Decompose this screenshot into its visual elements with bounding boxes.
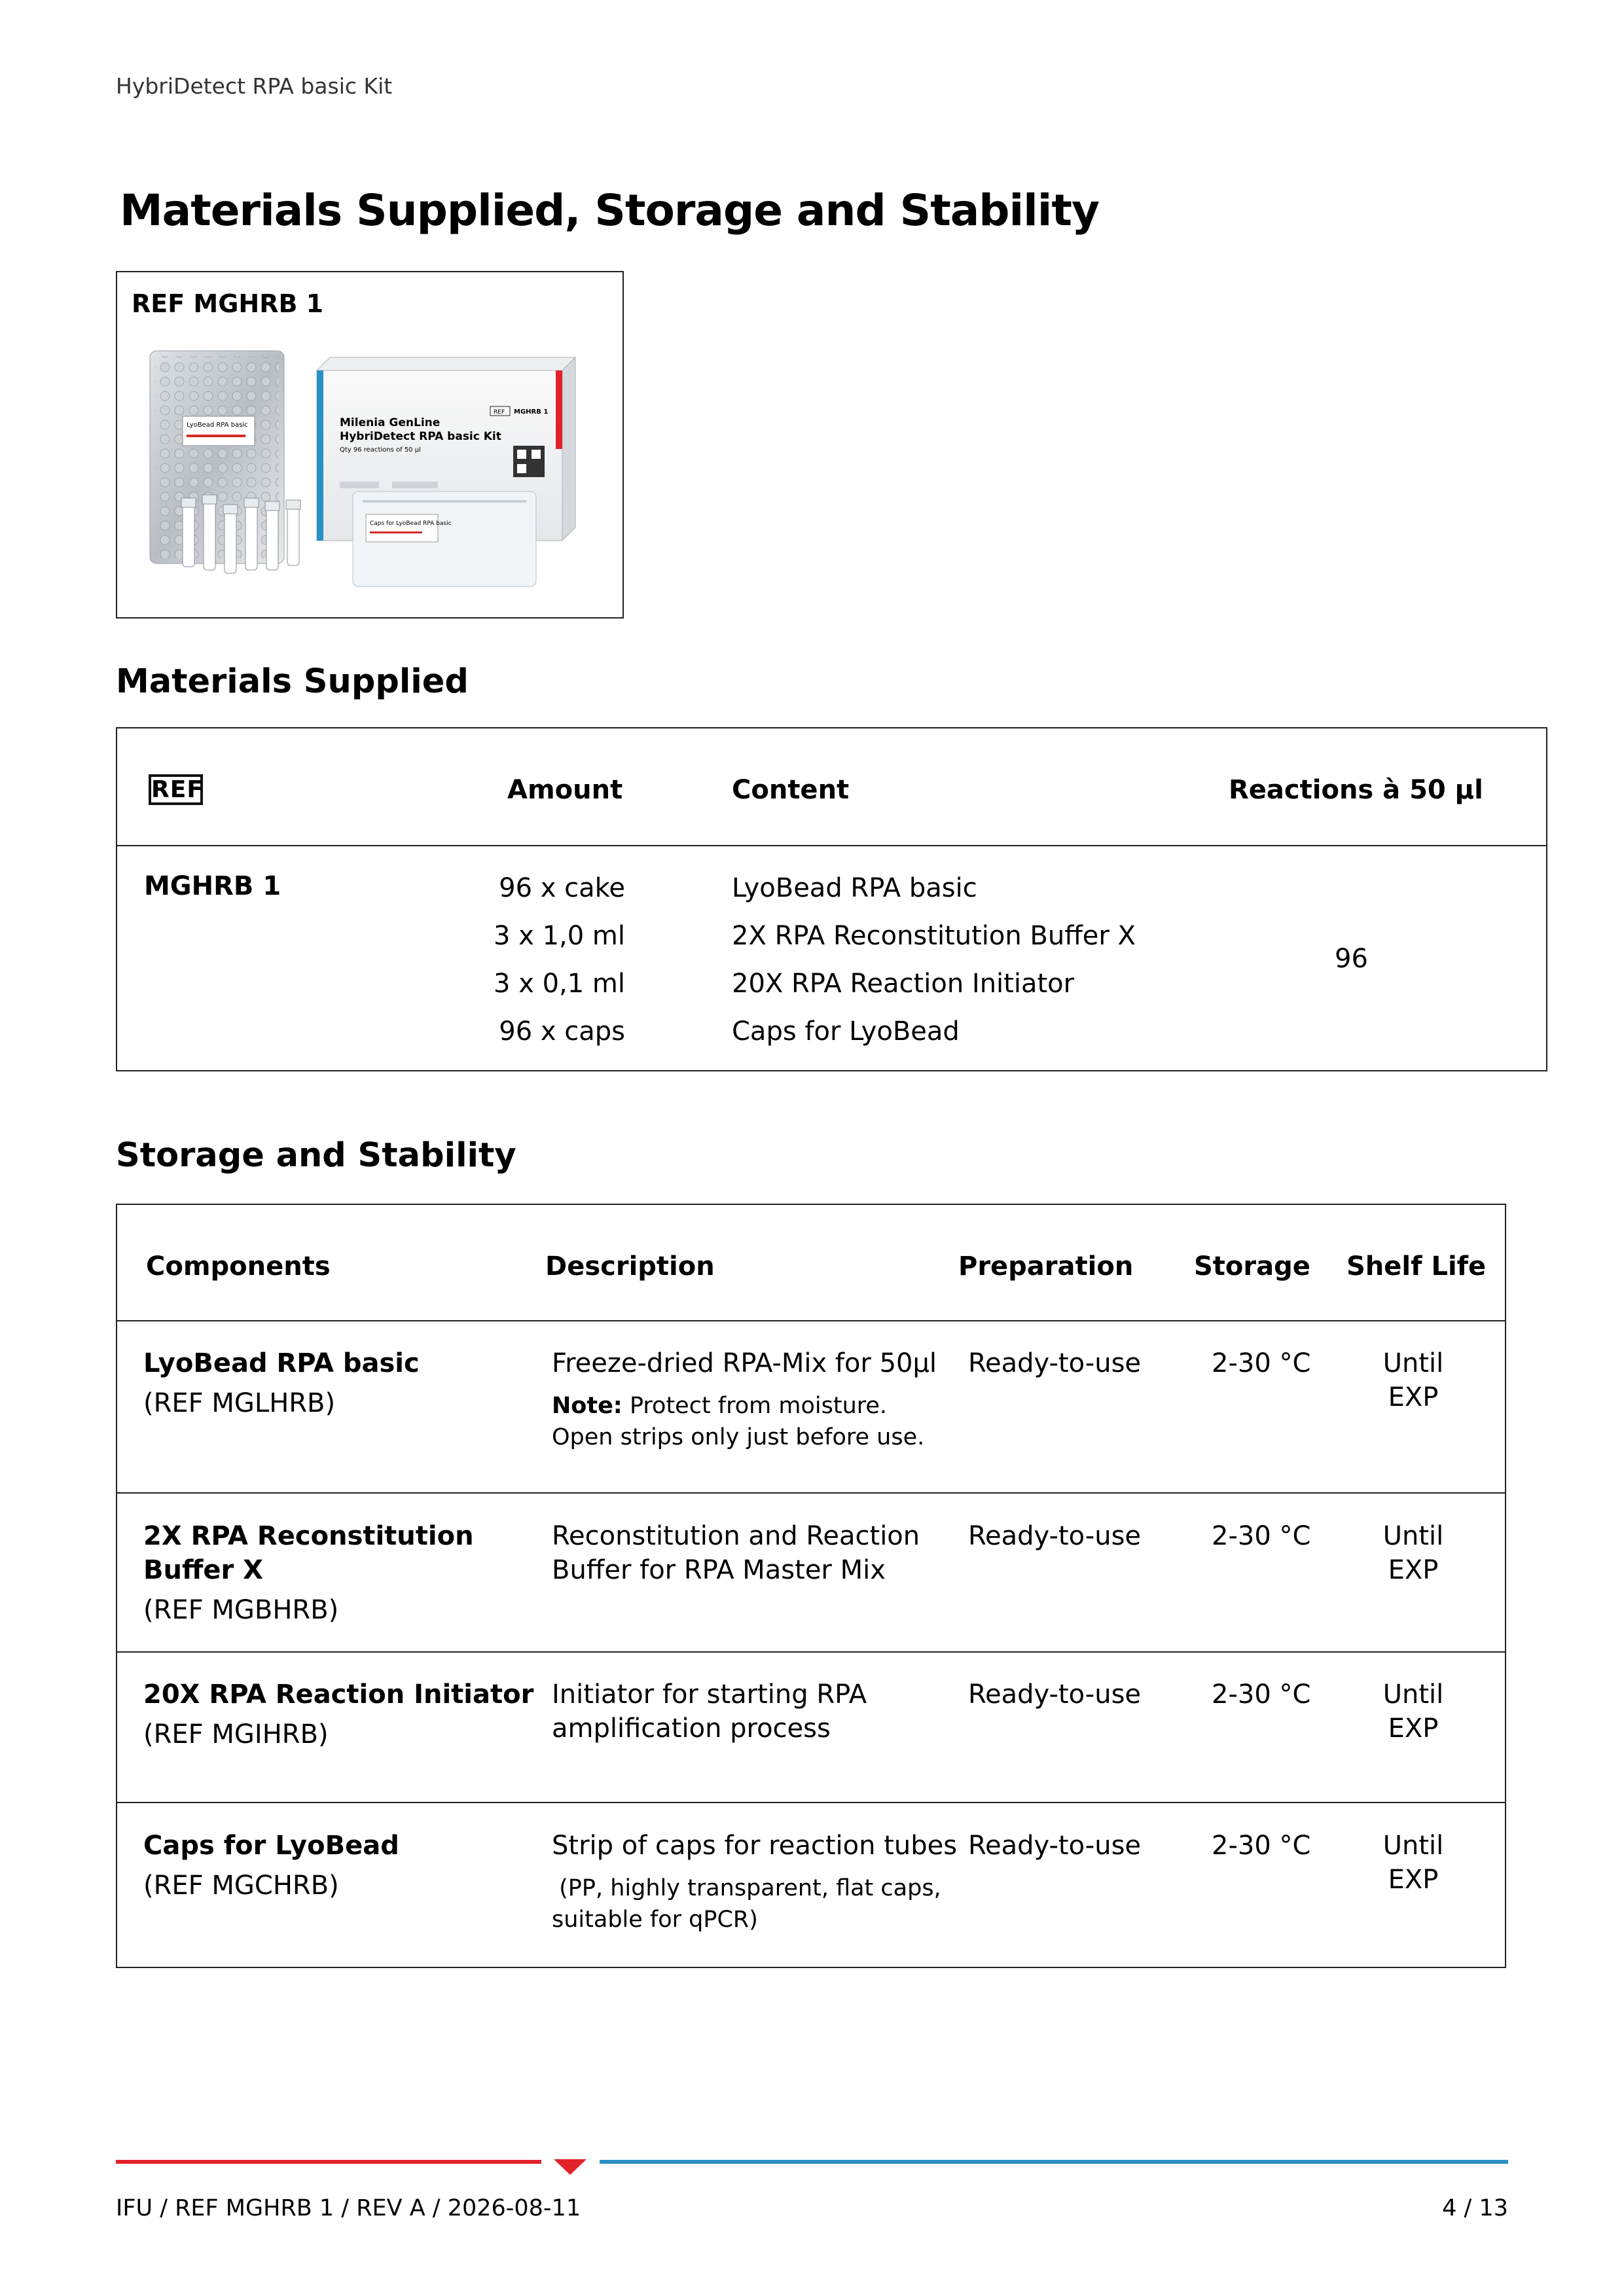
shelf-life-line1: Until: [1382, 1679, 1444, 1710]
preparation-value: Ready-to-use: [968, 1831, 1142, 1861]
col-header-reactions: Reactions à 50 µl: [1229, 775, 1483, 805]
col-header-amount: Amount: [507, 775, 623, 805]
col-header-storage: Storage: [1194, 1251, 1310, 1282]
svg-text:REF: REF: [494, 409, 505, 416]
kit-product-photo: [143, 331, 602, 606]
description-line3: suitable for qPCR): [552, 1907, 758, 1933]
kit-box-brand: Milenia GenLine: [340, 416, 441, 429]
storage-table: [116, 1204, 1506, 1968]
preparation-value: Ready-to-use: [968, 1679, 1142, 1710]
row-divider: [117, 1492, 1505, 1494]
foil-strip-pack: [150, 351, 284, 564]
content-row-1: LyoBead RPA basic: [732, 873, 977, 903]
content-row-2: 2X RPA Reconstitution Buffer X: [732, 921, 1136, 951]
note-label: Note:: [552, 1393, 623, 1419]
component-name-line2: Buffer X: [143, 1555, 263, 1585]
product-image-box: [116, 271, 624, 619]
component-name: Caps for LyoBead: [143, 1831, 399, 1861]
caps-bag-label: Caps for LyoBead RPA basic: [370, 520, 452, 527]
row-divider: [117, 1651, 1505, 1653]
component-name: 20X RPA Reaction Initiator: [143, 1679, 534, 1710]
storage-heading: Storage and Stability: [116, 1136, 516, 1175]
col-header-content: Content: [732, 775, 850, 805]
preparation-value: Ready-to-use: [968, 1521, 1142, 1551]
shelf-life-line1: Until: [1382, 1348, 1444, 1378]
component-name: LyoBead RPA basic: [143, 1348, 420, 1378]
amount-row-1: 96 x cake: [499, 873, 625, 903]
note-text: Protect from moisture.: [622, 1393, 888, 1419]
footer-document-id: IFU / REF MGHRB 1 / REV A / 2026-08-11: [116, 2195, 581, 2221]
col-header-shelf-life: Shelf Life: [1346, 1251, 1487, 1282]
amount-row-4: 96 x caps: [499, 1016, 625, 1047]
amount-row-2: 3 x 1,0 ml: [494, 921, 625, 951]
shelf-life-line1: Until: [1382, 1831, 1444, 1861]
shelf-life-line2: EXP: [1388, 1555, 1439, 1585]
storage-value: 2-30 °C: [1212, 1348, 1311, 1378]
description-line2: Buffer for RPA Master Mix: [552, 1555, 886, 1585]
materials-heading: Materials Supplied: [116, 662, 469, 701]
shelf-life-line1: Until: [1382, 1521, 1444, 1551]
preparation-value: Ready-to-use: [968, 1348, 1142, 1378]
content-row-3: 20X RPA Reaction Initiator: [732, 969, 1075, 999]
col-header-components: Components: [146, 1251, 331, 1282]
storage-value: 2-30 °C: [1212, 1679, 1311, 1710]
component-ref: (REF MGBHRB): [143, 1595, 339, 1625]
materials-table: [116, 727, 1547, 1071]
description-text: Freeze-dried RPA-Mix for 50µl: [552, 1348, 937, 1378]
ref-symbol: REF: [149, 774, 203, 805]
reactions-value: 96: [1335, 944, 1368, 974]
shelf-life-line2: EXP: [1388, 1713, 1439, 1744]
amount-row-3: 3 x 0,1 ml: [494, 969, 625, 999]
materials-ref-value: MGHRB 1: [144, 871, 281, 901]
storage-value: 2-30 °C: [1212, 1831, 1311, 1861]
description-line1: Reconstitution and Reaction: [552, 1521, 920, 1551]
row-divider: [117, 1802, 1505, 1803]
shelf-life-line2: EXP: [1388, 1865, 1439, 1895]
page-title: Materials Supplied, Storage and Stability: [120, 185, 1099, 236]
footer-red-rule: [116, 2160, 541, 2164]
description-line1: Initiator for starting RPA: [552, 1679, 867, 1710]
product-ref-label: REF MGHRB 1: [132, 289, 324, 318]
description-line1: Strip of caps for reaction tubes: [552, 1831, 958, 1861]
description-line2: amplification process: [552, 1713, 831, 1744]
kit-box-ref: MGHRB 1: [514, 408, 549, 416]
component-ref: (REF MGCHRB): [143, 1871, 339, 1901]
header-divider: [117, 845, 1546, 846]
document-header-title: HybriDetect RPA basic Kit: [116, 73, 393, 99]
kit-box-name: HybriDetect RPA basic Kit: [340, 430, 501, 443]
col-header-description: Description: [545, 1251, 715, 1282]
component-ref: (REF MGLHRB): [143, 1388, 336, 1418]
footer-triangle-marker: [554, 2159, 586, 2175]
footer-page-number: 4 / 13: [1442, 2195, 1508, 2221]
shelf-life-line2: EXP: [1388, 1382, 1439, 1412]
col-header-preparation: Preparation: [958, 1251, 1134, 1282]
storage-value: 2-30 °C: [1212, 1521, 1311, 1551]
description-note-line2: Open strips only just before use.: [552, 1424, 925, 1450]
description-line2: (PP, highly transparent, flat caps,: [552, 1875, 941, 1901]
component-ref: (REF MGIHRB): [143, 1719, 329, 1749]
footer-blue-rule: [600, 2160, 1508, 2164]
caps-bag: [353, 492, 536, 586]
kit-box-qty: Qty 96 reactions of 50 µl: [340, 446, 421, 454]
description-note: [552, 1390, 887, 1422]
row-divider: [117, 1320, 1505, 1321]
strip-pack-label: LyoBead RPA basic: [187, 422, 248, 429]
component-name-line1: 2X RPA Reconstitution: [143, 1521, 474, 1551]
content-row-4: Caps for LyoBead: [732, 1016, 960, 1047]
